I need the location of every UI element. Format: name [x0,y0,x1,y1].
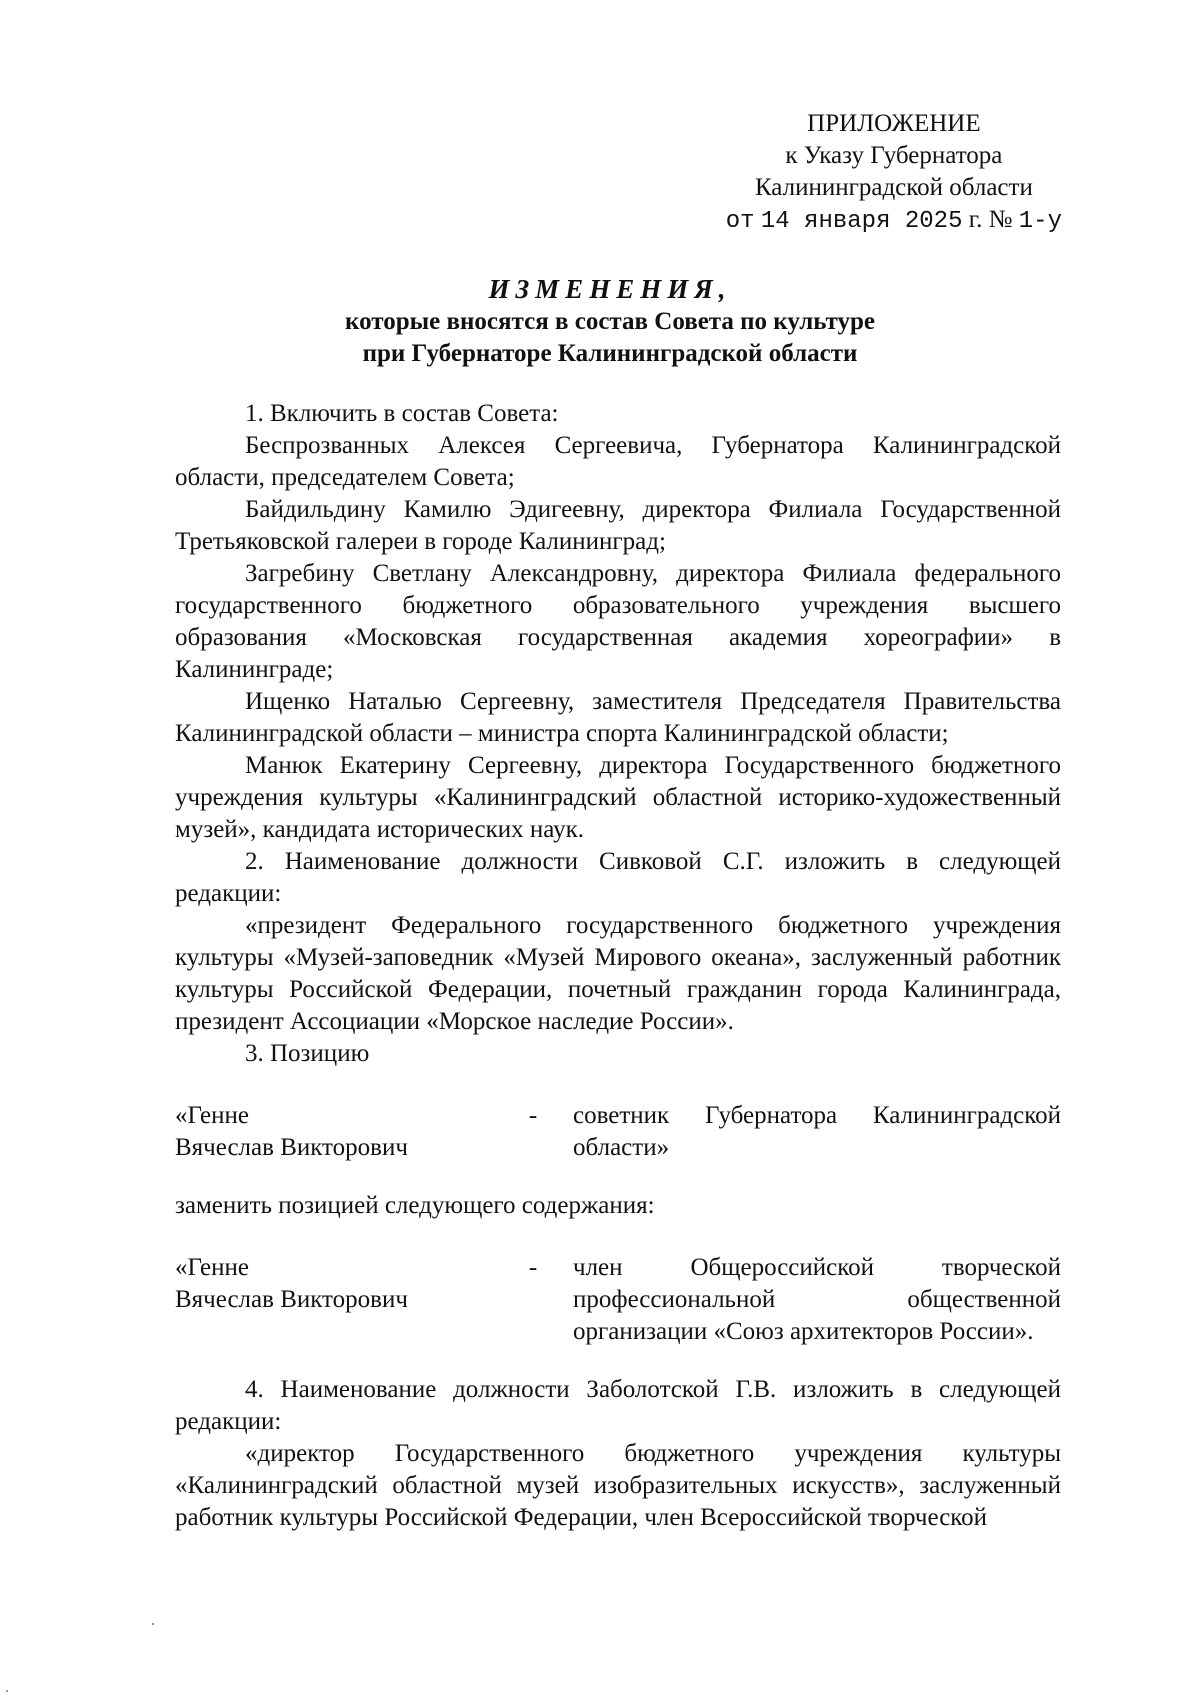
appendix-line-decree: к Указу Губернатора [785,142,1003,169]
section-4-heading: 4. Наименование должности Заболотской Г.В. изложить в следующей редакции: [175,1376,1061,1435]
decree-number-label: г. № [968,206,1013,233]
name-line: «Генне [175,1102,249,1129]
section-2-text: «президент Федерального государственного бюджетного учреждения культуры «Музей-заповедник «Музей Мирового океана», заслуженный работник культуры Российской Федерации, почетный гражданин города Калининграда, президент Ассоциации «Морское наследие России». [175,912,1061,1035]
name-line: Вячеслав Викторович [175,1286,408,1313]
position-dash: - [528,1254,538,1281]
appendix-label: ПРИЛОЖЕНИЕ [807,110,981,137]
position-dash: - [528,1102,538,1129]
name-line: «Генне [175,1254,249,1281]
appendix-line-region: Калининградской области [754,174,1033,201]
old-position-row [175,1100,1061,1164]
section-4-text: «директор Государственного бюджетного учреждения культуры «Калининградский областной музей изобразительных искусств», заслуженный работник культуры Российской Федерации, член Всероссийской творческой [175,1440,1061,1531]
title-subtitle-1: которые вносятся в состав Совета по культуре [345,308,875,335]
appendix-header [726,108,1062,238]
member-paragraph: Загребину Светлану Александровну, директора Филиала федерального государственного бюджетного образовательного учреждения высшего образования «Московская государственная академия хореографии» в Калининграде; [175,560,1061,683]
scan-speck [6,1690,8,1692]
appendix-date-line [726,204,1062,238]
new-position-name [175,1252,505,1316]
member-paragraph: Манюк Екатерину Сергеевну, директора Государственного бюджетного учреждения культуры «Калининградский областной историко-художественный музей», кандидата исторических наук. [175,752,1061,843]
title-subtitle-2: при Губернаторе Калининградской области [362,340,858,367]
new-position-row [175,1252,1061,1348]
member-paragraph: Беспрозванных Алексея Сергеевича, Губернатора Калининградской области, председателем Совета; [175,432,1061,491]
date-prefix: от [725,208,755,235]
new-position-description: член Общероссийской творческой профессиональной общественной организации «Союз архитекторов России». [573,1254,1061,1345]
section-3-heading: 3. Позицию [245,1040,370,1067]
document-title [160,272,1060,370]
old-position-name [175,1100,505,1164]
title-main: ИЗМЕНЕНИЯ, [488,274,732,304]
scan-speck [152,1623,154,1625]
decree-number: 1-у [1018,208,1062,235]
old-position-description: советник Губернатора Калининградской области» [573,1102,1061,1161]
member-paragraph: Байдильдину Камилю Эдигеевну, директора Филиала Государственной Третьяковской галереи в городе Калининград; [175,496,1061,555]
section-2-heading: 2. Наименование должности Сивковой С.Г. изложить в следующей редакции: [175,848,1061,907]
replace-instruction: заменить позицией следующего содержания: [175,1192,655,1219]
document-body [175,398,1061,1534]
member-paragraph: Ищенко Наталью Сергеевну, заместителя Председателя Правительства Калининградской области – министра спорта Калининградской области; [175,688,1061,747]
name-line: Вячеслав Викторович [175,1134,408,1161]
decree-date: 14 января 2025 [760,208,963,235]
section-1-heading: 1. Включить в состав Совета: [245,400,559,427]
